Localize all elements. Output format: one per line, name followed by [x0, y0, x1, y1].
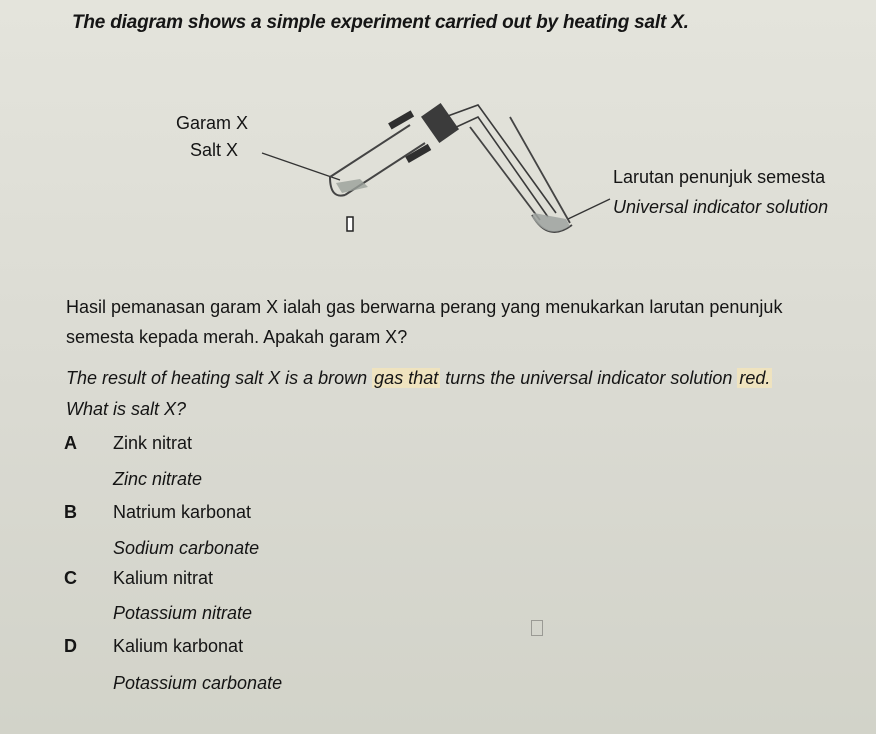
rubber-stopper	[421, 103, 459, 143]
salt-label-en: Salt X	[190, 140, 239, 160]
question-en-text-2: turns the universal indicator solution	[440, 368, 738, 388]
option-text-my: Kalium karbonat	[113, 636, 244, 656]
question-english	[66, 363, 856, 425]
intro-text: The diagram shows a simple experiment carried out by heating salt X.	[72, 12, 689, 33]
question-en-text-3: What is salt X?	[66, 399, 187, 419]
option-text-my: Kalium nitrat	[113, 568, 214, 588]
option-letter: C	[64, 568, 77, 588]
receiving-test-tube	[470, 117, 572, 232]
option-text-my: Zink nitrat	[113, 433, 193, 453]
option-letter: D	[64, 636, 77, 656]
question-en-text-1: The result of heating salt X is a brown	[66, 368, 373, 388]
bunsen-burner	[347, 217, 353, 231]
option-text-en: Potassium nitrate	[113, 603, 253, 623]
experiment-diagram	[0, 95, 876, 265]
indicator-solution	[532, 213, 570, 232]
salt-label-my: Garam X	[176, 113, 249, 133]
tube-holder-top	[388, 110, 414, 129]
apparatus-drawing	[0, 95, 876, 265]
option-letter: B	[64, 502, 77, 522]
answer-box	[531, 620, 543, 636]
question-malay: Hasil pemanasan garam X ialah gas berwarna perang yang menukarkan larutan penunjuk semesta kepada merah. Apakah garam X?	[66, 297, 783, 347]
indicator-label-en: Universal indicator solution	[613, 197, 829, 217]
question-en-highlight-1: gas that	[374, 368, 439, 388]
indicator-pointer-line	[568, 199, 610, 219]
option-text-en: Potassium carbonate	[113, 673, 283, 693]
option-text-my: Natrium karbonat	[113, 502, 252, 522]
option-text-en: Sodium carbonate	[113, 538, 260, 558]
question-en-highlight-2: red.	[739, 368, 771, 388]
salt-pointer-line	[262, 153, 340, 180]
indicator-label-my: Larutan penunjuk semesta	[613, 167, 826, 187]
delivery-tube	[445, 105, 556, 217]
option-letter: A	[64, 433, 77, 453]
option-text-en: Zinc nitrate	[113, 469, 203, 489]
